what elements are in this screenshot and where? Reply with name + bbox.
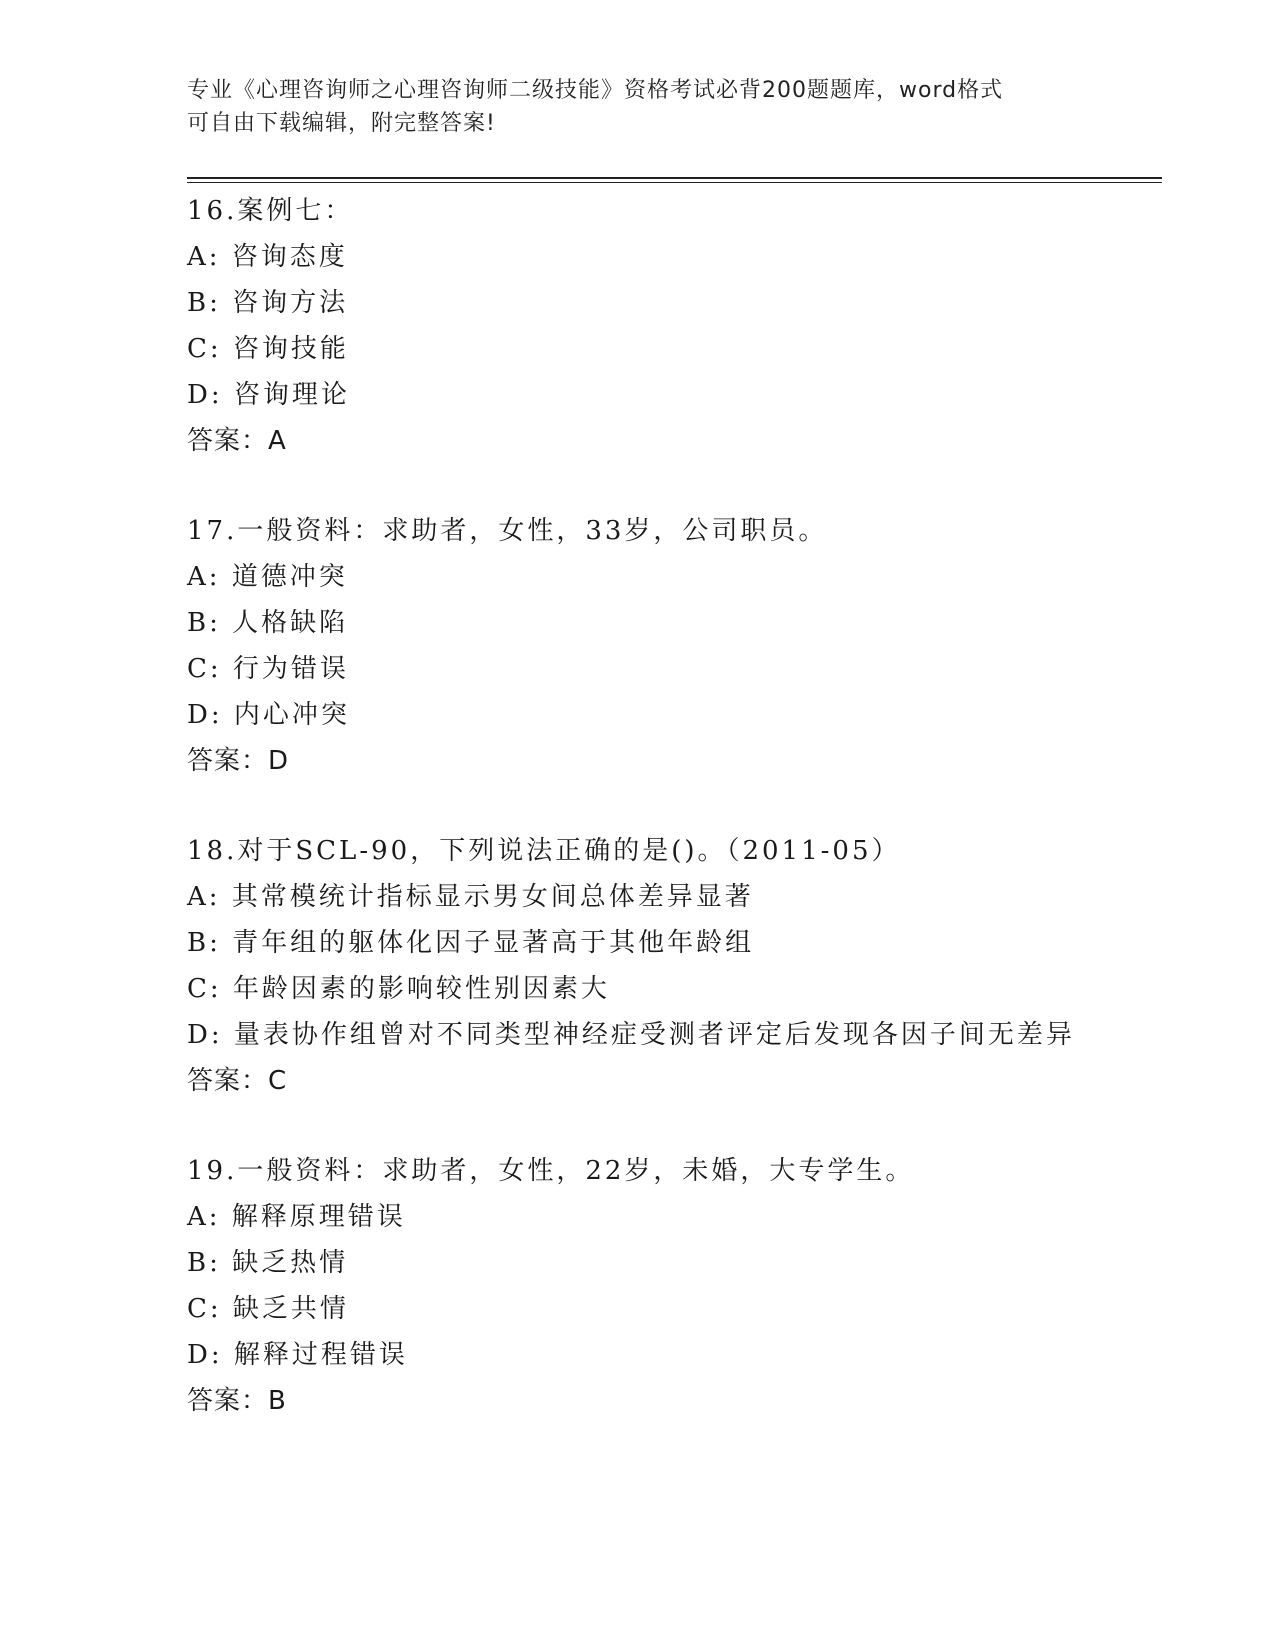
header-line-2: 可自由下载编辑，附完整答案! [187,111,496,136]
header-divider [187,177,1162,183]
option-b: B: 缺乏热情 [187,1248,349,1278]
header-line-1: 专业《心理咨询师之心理咨询师二级技能》资格考试必背200题题库，word格式 [187,78,1004,103]
option-a: A: 咨询态度 [187,242,348,272]
question-16 [187,188,1167,464]
option-b: B: 青年组的躯体化因子显著高于其他年龄组 [187,928,755,958]
document-header [187,74,1087,140]
option-a: A: 道德冲突 [187,562,348,592]
question-19 [187,1148,1167,1424]
question-stem: 17.一般资料：求助者，女性，33岁，公司职员。 [187,516,828,546]
option-a: A: 解释原理错误 [187,1202,406,1232]
question-stem: 16.案例七： [187,196,354,226]
option-c: C: 缺乏共情 [187,1294,349,1324]
option-a: A: 其常模统计指标显示男女间总体差异显著 [187,882,754,912]
option-b: B: 咨询方法 [187,288,349,318]
option-d: D: 咨询理论 [187,380,350,410]
answer-line: 答案：A [187,426,287,456]
option-d: D: 量表协作组曾对不同类型神经症受测者评定后发现各因子间无差异 [187,1020,1075,1050]
question-list [187,188,1167,1468]
answer-line: 答案：D [187,746,290,776]
question-stem: 18.对于SCL-90，下列说法正确的是()。（2011-05） [187,836,901,866]
option-d: D: 解释过程错误 [187,1340,408,1370]
option-d: D: 内心冲突 [187,700,350,730]
option-c: C: 行为错误 [187,654,349,684]
question-stem: 19.一般资料：求助者，女性，22岁，未婚，大专学生。 [187,1156,915,1186]
question-18 [187,828,1167,1104]
option-c: C: 年龄因素的影响较性别因素大 [187,974,610,1004]
option-c: C: 咨询技能 [187,334,349,364]
option-b: B: 人格缺陷 [187,608,349,638]
answer-line: 答案：B [187,1386,287,1416]
answer-line: 答案：C [187,1066,288,1096]
question-17 [187,508,1167,784]
